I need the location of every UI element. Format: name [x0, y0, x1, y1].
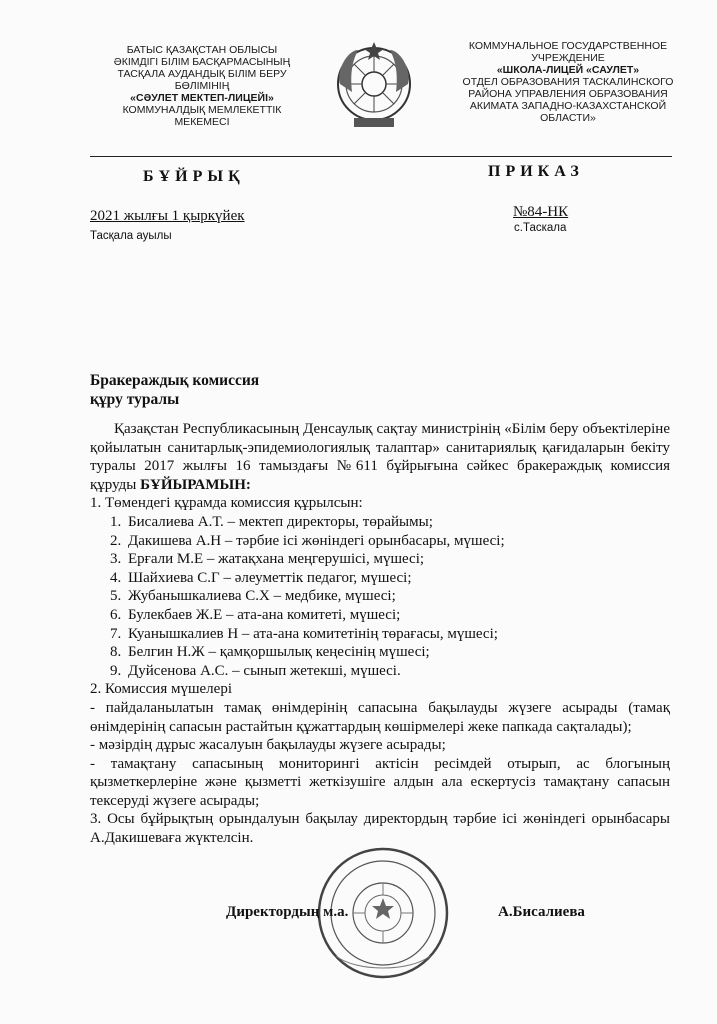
- member-item: [90, 587, 670, 606]
- item-2-heading: 2. Комиссия мүшелері: [90, 681, 232, 698]
- header-ru-line: ОБЛАСТИ»: [540, 112, 596, 124]
- header-kz-line: КОММУНАЛДЫҚ МЕМЛЕКЕТТІК: [122, 104, 282, 116]
- subject-line: құру туралы: [90, 391, 180, 408]
- header-ru-line: УЧРЕЖДЕНИЕ: [531, 52, 605, 64]
- member-text: Бисалиева А.Т. – мектеп директоры, төрайымы;: [128, 513, 433, 530]
- member-number: 8.: [110, 644, 122, 661]
- signature-role: Директордың м.а.: [226, 904, 349, 920]
- duty-item: - тамақтану сапасының мониторингі актісін ресімдей отырып, ас блогының қызметкерлеріне және қызметті жеткізушіге алдын ала ескертусіз тамақтану сапасын тексеруді жүзеге асырады;: [90, 755, 670, 809]
- member-number: 2.: [110, 532, 122, 549]
- member-number: 1.: [110, 513, 122, 530]
- header-divider: [90, 156, 672, 157]
- member-item: [90, 569, 670, 588]
- preamble-command: БҰЙЫРАМЫН:: [140, 476, 251, 493]
- preamble-text: Қазақстан Республикасының Денсаулық сақтау министрінің «Білім беру объектілеріне қойылатын санитарлық-эпидемиологиялық талаптар» санитариялық қағидаларын бекіту туралы 2017 жылғы 16 тамыздағы №611 бұйрығына сәйкес бракераждық комиссия құруды: [90, 421, 670, 493]
- member-text: Ерғали М.Е – жатақхана меңгерушісі, мүшесі;: [128, 551, 425, 568]
- order-body: [90, 420, 670, 848]
- header-kz-line: БАТЫС ҚАЗАҚСТАН ОБЛЫСЫ: [126, 44, 278, 56]
- member-number: 6.: [110, 606, 122, 623]
- member-list: [90, 513, 670, 680]
- member-text: Куанышкалиев Н – ата-ана комитетінің төрағасы, мүшесі;: [128, 625, 498, 642]
- header-kazakh: [86, 44, 318, 128]
- header-ru-line: РАЙОНА УПРАВЛЕНИЯ ОБРАЗОВАНИЯ: [468, 88, 668, 100]
- member-text: Жубанышкалиева С.Х – медбике, мүшесі;: [128, 588, 396, 605]
- member-text: Булекбаев Ж.Е – ата-ана комитеті, мүшесі;: [128, 606, 401, 623]
- member-item: [90, 643, 670, 662]
- header-kz-line: ТАСҚАЛА АУДАНДЫҚ БІЛІМ БЕРУ: [117, 68, 287, 80]
- duty-item: - пайдаланылатын тамақ өнімдерінің сапасына бақылауды жүзеге асырады (тамақ өнімдерінің сапасын растайтын құжаттардың көшірмелері жеке папкада сақталады);: [90, 699, 670, 735]
- member-text: Дуйсенова А.С. – сынып жетекші, мүшесі.: [128, 662, 401, 679]
- header-kz-line: МЕКЕМЕСІ: [174, 116, 230, 128]
- member-item: [90, 662, 670, 681]
- member-number: 7.: [110, 625, 122, 642]
- order-number: №84-НК: [513, 204, 569, 220]
- item-1-heading: 1. Төмендегі құрамда комиссия құрылсын:: [90, 495, 363, 512]
- preamble-paragraph: [90, 420, 670, 494]
- member-item: [90, 625, 670, 644]
- header-kz-line: БӨЛІМІНІҢ: [174, 80, 230, 92]
- header-russian: [448, 40, 688, 124]
- duty-item: - мәзірдің дұрыс жасалуын бақылауды жүзеге асырады;: [90, 737, 446, 754]
- signature-name: А.Бисалиева: [498, 904, 585, 920]
- member-item: [90, 606, 670, 625]
- header-ru-line: ОТДЕЛ ОБРАЗОВАНИЯ ТАСКАЛИНСКОГО: [462, 76, 674, 88]
- header-ru-line: КОММУНАЛЬНОЕ ГОСУДАРСТВЕННОЕ: [468, 40, 668, 52]
- place-russian: с.Таскала: [514, 222, 567, 234]
- header-ru-line: АКИМАТА ЗАПАДНО-КАЗАХСТАНСКОЙ: [469, 100, 667, 112]
- place-kazakh: Тасқала ауылы: [90, 230, 172, 242]
- order-subject: [90, 371, 259, 409]
- state-emblem-icon: [334, 40, 414, 130]
- order-title-kazakh: БҰЙРЫҚ: [143, 168, 245, 185]
- order-title-russian: ПРИКАЗ: [488, 163, 584, 180]
- member-item: [90, 532, 670, 551]
- order-date: 2021 жылғы 1 қыркүйек: [90, 208, 245, 224]
- member-text: Белгин Н.Ж – қамқоршылық кеңесінің мүшесі;: [128, 644, 430, 661]
- member-number: 4.: [110, 569, 122, 586]
- member-number: 5.: [110, 588, 122, 605]
- header-ru-school-name: «ШКОЛА-ЛИЦЕЙ «САУЛЕТ»: [496, 64, 640, 76]
- member-item: [90, 513, 670, 532]
- header-kz-school-name: «СӘУЛЕТ МЕКТЕП-ЛИЦЕЙІ»: [130, 92, 274, 104]
- member-item: [90, 550, 670, 569]
- member-text: Шайхиева С.Г – әлеуметтік педагог, мүшесі;: [128, 569, 412, 586]
- header-kz-line: ӘКІМДІГІ БІЛІМ БАСҚАРМАСЫНЫҢ: [113, 56, 291, 68]
- member-number: 9.: [110, 662, 122, 679]
- member-text: Дакишева А.Н – тәрбие ісі жөніндегі орынбасары, мүшесі;: [128, 532, 505, 549]
- item-3-paragraph: 3. Осы бұйрықтың орындалуын бақылау директордың тәрбие ісі жөніндегі орынбасары А.Дакишеваға жүктелсін.: [90, 811, 670, 847]
- member-number: 3.: [110, 551, 122, 568]
- subject-line: Бракераждық комиссия: [90, 372, 260, 389]
